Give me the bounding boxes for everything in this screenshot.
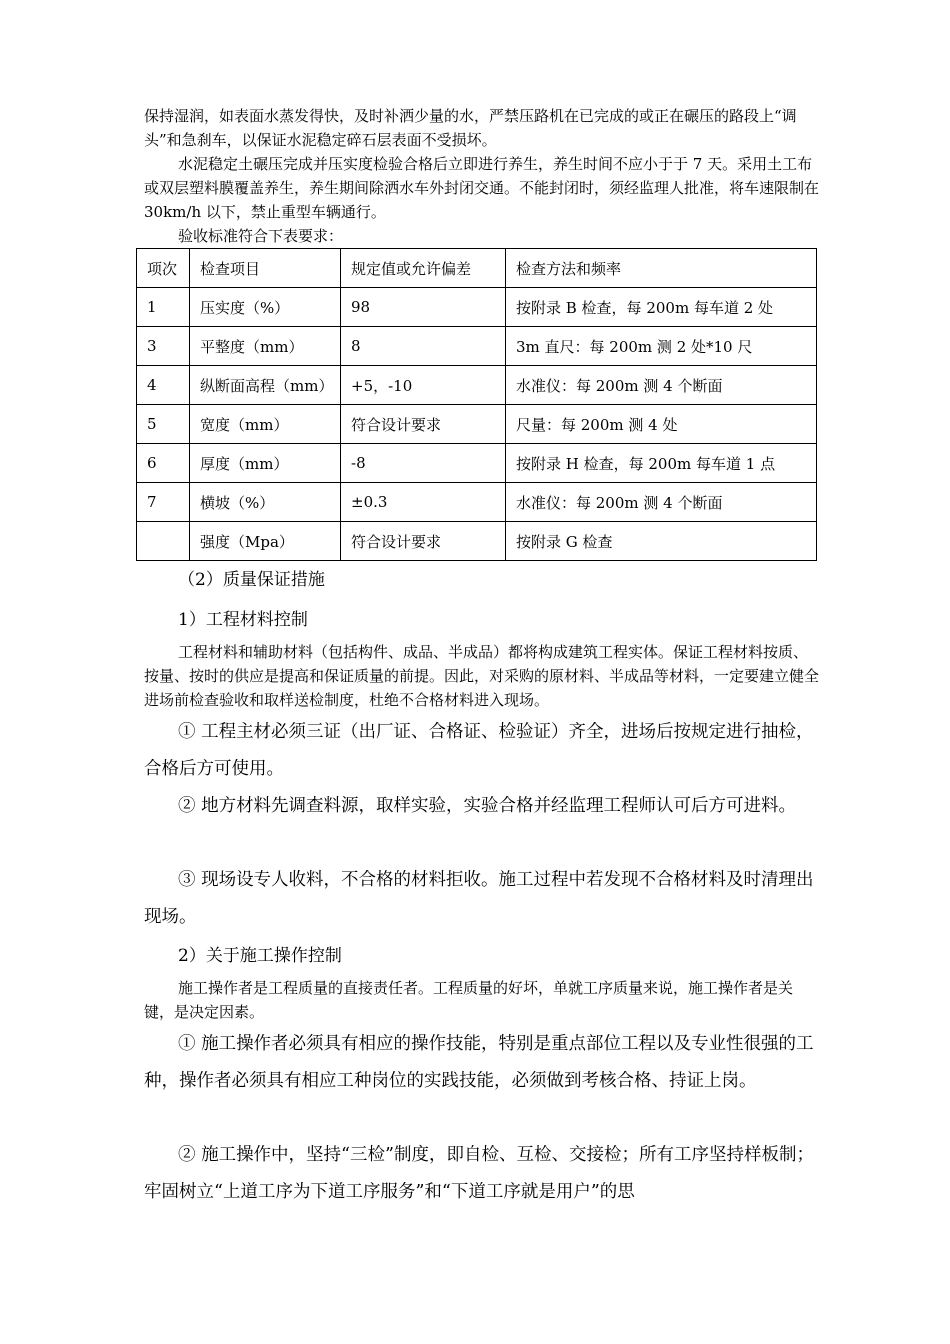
- cell-tolerance: -8: [341, 444, 506, 483]
- cell-check-item: 宽度（mm）: [190, 405, 341, 444]
- cell-tolerance: 符合设计要求: [341, 405, 506, 444]
- cell-item-no: 5: [137, 405, 190, 444]
- header-cell-method: 检查方法和频率: [506, 249, 817, 288]
- cell-item-no: 4: [137, 366, 190, 405]
- cell-check-item: 横坡（%）: [190, 483, 341, 522]
- material-item-2: ② 地方材料先调查料源，取样实验，实验合格并经监理工程师认可后方可进料。: [178, 796, 797, 816]
- cell-method: 按附录 G 检查: [506, 522, 817, 561]
- table-row: [137, 366, 817, 405]
- subheading-material-control: 1）工程材料控制: [178, 610, 308, 630]
- table-row: [137, 522, 817, 561]
- subheading-operation-control: 2）关于施工操作控制: [178, 946, 342, 966]
- intro-paragraph-1: 保持湿润，如表面水蒸发得快，及时补洒少量的水，严禁压路机在已完成的或正在碾压的路段上“调头”和急刹车，以保证水泥稳定碎石层表面不受损坏。: [144, 107, 797, 149]
- cell-method: 水准仪：每 200m 测 4 个断面: [506, 366, 817, 405]
- material-item-1: ① 工程主材必须三证（出厂证、合格证、检验证）齐全，进场后按规定进行抽检，合格后方可使用。: [144, 722, 814, 779]
- header-cell-tolerance: 规定值或允许偏差: [341, 249, 506, 288]
- table-caption: 验收标准符合下表要求：: [178, 227, 344, 245]
- material-control-paragraph: 工程材料和辅助材料（包括构件、成品、半成品）都将构成建筑工程实体。保证工程材料按质、按量、按时的供应是提高和保证质量的前提。因此，对采购的原材料、半成品等材料，一定要建立健全进场前检查验收和取样送检制度，杜绝不合格材料进入现场。: [144, 643, 820, 709]
- operation-control-paragraph: 施工操作者是工程质量的直接责任者。工程质量的好坏，单就工序质量来说，施工操作者是关键，是决定因素。: [144, 979, 794, 1021]
- section-heading-quality: （2）质量保证措施: [178, 570, 325, 590]
- cell-check-item: 平整度（mm）: [190, 327, 341, 366]
- header-cell-item-no: 项次: [137, 249, 190, 288]
- cell-item-no: 7: [137, 483, 190, 522]
- table-row: [137, 288, 817, 327]
- cell-check-item: 压实度（%）: [190, 288, 341, 327]
- cell-tolerance: +5，-10: [341, 366, 506, 405]
- cell-item-no: [137, 522, 190, 561]
- table-header-row: [137, 249, 817, 288]
- cell-check-item: 强度（Mpa）: [190, 522, 341, 561]
- cell-tolerance: 8: [341, 327, 506, 366]
- operation-item-2: ② 施工操作中，坚持“三检”制度，即自检、互检、交接检；所有工序坚持样板制；牢固树立“上道工序为下道工序服务”和“下道工序就是用户”的思: [144, 1145, 814, 1202]
- cell-method: 尺量：每 200m 测 4 处: [506, 405, 817, 444]
- table-row: [137, 444, 817, 483]
- table-row: [137, 405, 817, 444]
- cell-method: 按附录 B 检查，每 200m 每车道 2 处: [506, 288, 817, 327]
- intro-paragraph-2: 水泥稳定土碾压完成并压实度检验合格后立即进行养生，养生时间不应小于于 7 天。采用土工布或双层塑料膜覆盖养生，养生期间除洒水车外封闭交通。不能封闭时，须经监理人批准，将车速限制在 30km/h 以下，禁止重型车辆通行。: [144, 155, 820, 221]
- material-item-3: ③ 现场设专人收料，不合格的材料拒收。施工过程中若发现不合格材料及时清理出现场。: [144, 870, 814, 927]
- operation-item-1: ① 施工操作者必须具有相应的操作技能，特别是重点部位工程以及专业性很强的工种，操作者必须具有相应工种岗位的实践技能，必须做到考核合格、持证上岗。: [144, 1034, 814, 1091]
- table-row: [137, 327, 817, 366]
- acceptance-standards-table: [136, 248, 817, 561]
- header-cell-check-item: 检查项目: [190, 249, 341, 288]
- cell-item-no: 6: [137, 444, 190, 483]
- cell-tolerance: 98: [341, 288, 506, 327]
- table-body: [137, 249, 817, 561]
- cell-tolerance: ±0.3: [341, 483, 506, 522]
- cell-tolerance: 符合设计要求: [341, 522, 506, 561]
- cell-check-item: 纵断面高程（mm）: [190, 366, 341, 405]
- cell-item-no: 3: [137, 327, 190, 366]
- table-row: [137, 483, 817, 522]
- cell-method: 3m 直尺：每 200m 测 2 处*10 尺: [506, 327, 817, 366]
- cell-method: 按附录 H 检查，每 200m 每车道 1 点: [506, 444, 817, 483]
- cell-item-no: 1: [137, 288, 190, 327]
- cell-check-item: 厚度（mm）: [190, 444, 341, 483]
- cell-method: 水准仪：每 200m 测 4 个断面: [506, 483, 817, 522]
